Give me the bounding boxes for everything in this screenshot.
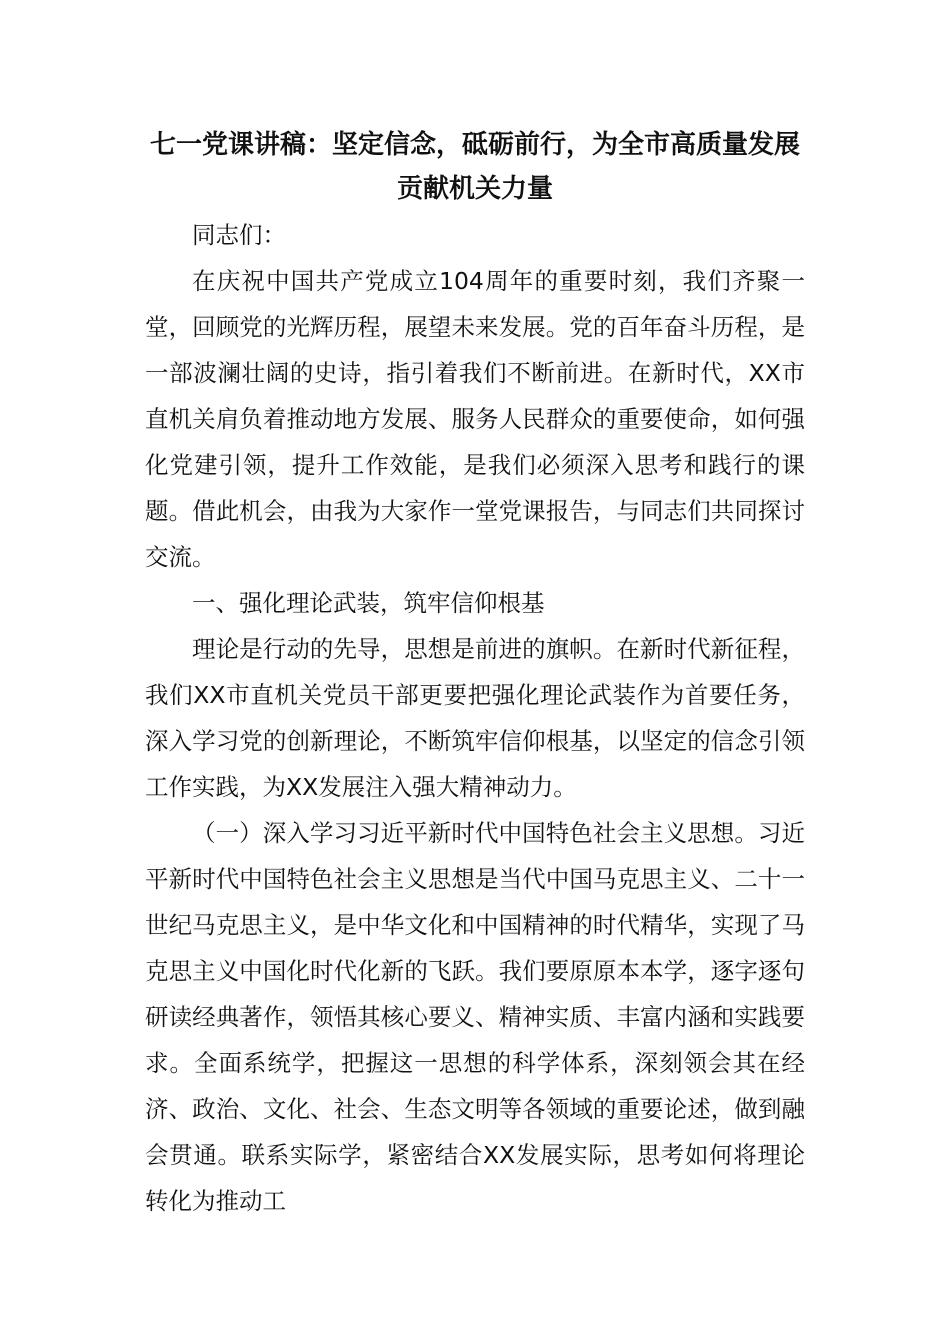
section-1-paragraph: 理论是行动的先导，思想是前进的旗帜。在新时代新征程，我们XX市直机关党员干部更要把强化理论武装作为首要任务，深入学习党的创新理论，不断筑牢信仰根基，以坚定的信念引领工作实践，为XX发展注入强大精神动力。 bbox=[145, 635, 805, 801]
section-heading-1: 一、强化理论武装，筑牢信仰根基 bbox=[192, 589, 545, 617]
intro-paragraph: 在庆祝中国共产党成立104周年的重要时刻，我们齐聚一堂，回顾党的光辉历程，展望未来发展。党的百年奋斗历程，是一部波澜壮阔的史诗，指引着我们不断前进。在新时代，XX市直机关肩负着推动地方发展、服务人民群众的重要使命，如何强化党建引领，提升工作效能，是我们必须深入思考和践行的课题。借此机会，由我为大家作一堂党课报告，与同志们共同探讨交流。 bbox=[145, 267, 805, 571]
document-body bbox=[145, 212, 805, 1224]
salutation: 同志们： bbox=[192, 221, 286, 249]
subsection-1-paragraph: （一）深入学习习近平新时代中国特色社会主义思想。习近平新时代中国特色社会主义思想是当代中国马克思主义、二十一世纪马克思主义，是中华文化和中国精神的时代精华，实现了马克思主义中国化时代化新的飞跃。我们要原原本本学，逐字逐句研读经典著作，领悟其核心要义、精神实质、丰富内涵和实践要求。全面系统学，把握这一思想的科学体系，深刻领会其在经济、政治、文化、社会、生态文明等各领域的重要论述，做到融会贯通。联系实际学，紧密结合XX发展实际，思考如何将理论转化为推动工 bbox=[145, 819, 805, 1215]
document-title-line-1: 七一党课讲稿：坚定信念，砥砺前行，为全市高质量发展 bbox=[149, 130, 800, 160]
document-title-line-2: 贡献机关力量 bbox=[396, 174, 553, 204]
